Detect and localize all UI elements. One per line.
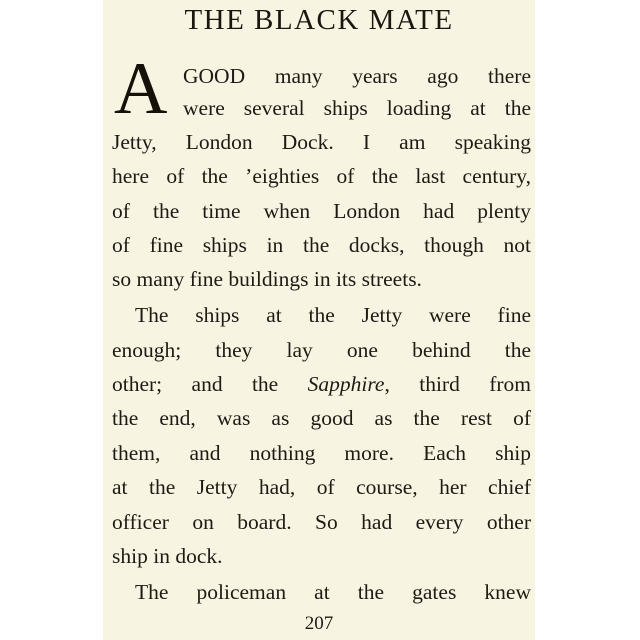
page-number: 207 bbox=[304, 613, 334, 634]
text-line: at the Jetty had, of course, her chief bbox=[112, 475, 531, 499]
text-line: here of the ’eighties of the last century, bbox=[112, 164, 531, 188]
text-line: GOOD many years ago there bbox=[183, 64, 531, 88]
book-page bbox=[103, 0, 535, 640]
text-line bbox=[112, 370, 531, 398]
text-line: Jetty, London Dock. I am speaking bbox=[112, 130, 531, 154]
text-line: so many fine buildings in its streets. bbox=[112, 267, 422, 291]
text-line: of fine ships in the docks, though not bbox=[112, 233, 531, 257]
text-line: were several ships loading at the bbox=[183, 96, 531, 120]
text-line: the end, was as good as the rest of bbox=[112, 406, 531, 430]
text-line: The ships at the Jetty were fine bbox=[135, 303, 531, 327]
text-segment: other; and the bbox=[112, 372, 279, 396]
text-line: them, and nothing more. Each ship bbox=[112, 441, 531, 465]
text-line: The policeman at the gates knew bbox=[135, 580, 531, 604]
ship-name-italic: Sapphire bbox=[307, 372, 385, 396]
chapter-title: THE BLACK MATE bbox=[184, 4, 454, 36]
text-segment: , third from bbox=[384, 372, 532, 396]
text-line: ship in dock. bbox=[112, 544, 223, 568]
text-line: of the time when London had plenty bbox=[112, 199, 531, 223]
drop-cap: A bbox=[114, 48, 168, 130]
text-line: officer on board. So had every other bbox=[112, 510, 531, 534]
text-line: enough; they lay one behind the bbox=[112, 338, 531, 362]
